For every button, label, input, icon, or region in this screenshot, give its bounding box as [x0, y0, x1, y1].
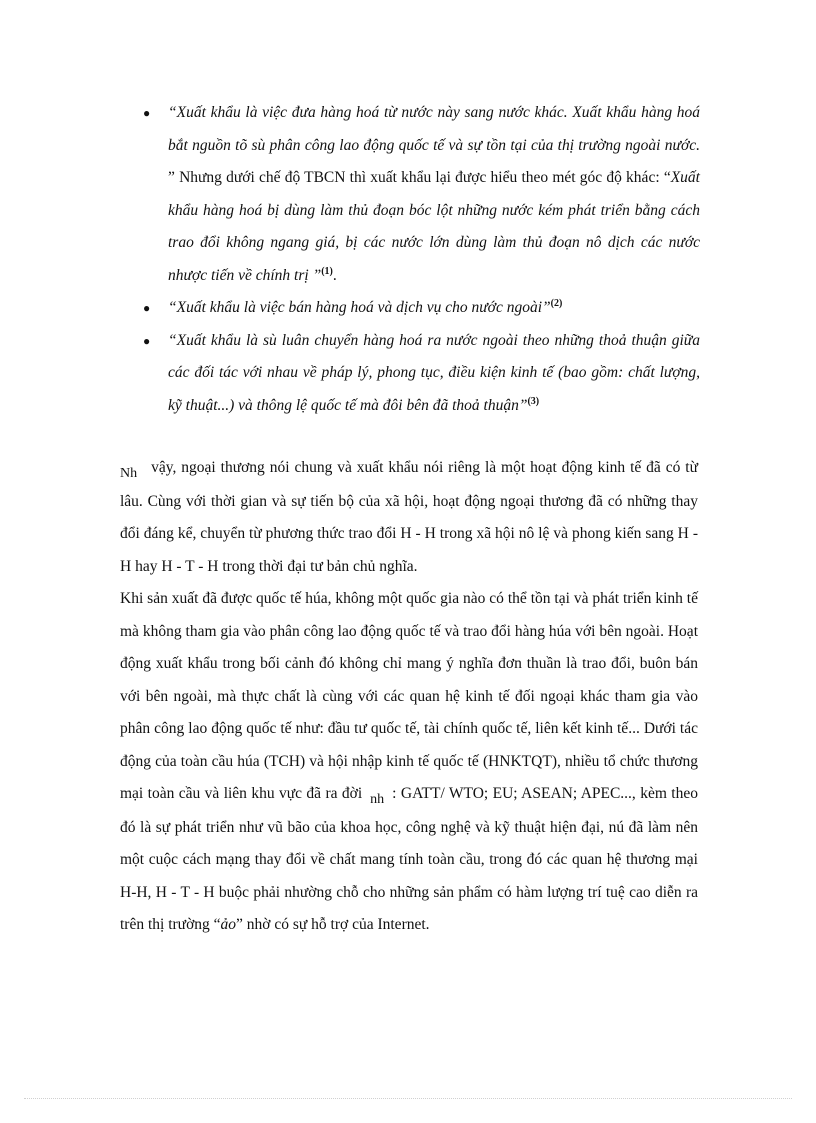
bullet-icon: ●: [143, 301, 151, 315]
definition-3-quote: Xuất khẩu là sù luân chuyển hàng hoá ra nước ngoài theo những thoả thuận giữa các đối tác với nhau về pháp lý, phong tục, điều kiện kinh tế (bao gồm: chất lượng, kỹ thuật...) và thông lệ quốc tế mà đôi bên đã thoả thuận: [168, 331, 700, 414]
quote-open: “: [168, 331, 177, 349]
definition-2-quote: Xuất khẩu là việc bán hàng hoá và dịch vụ cho nước ngoài: [176, 299, 543, 316]
quote-close: ”: [542, 299, 551, 316]
paragraph-1-start: Nh: [120, 466, 138, 481]
definition-1-tail: .: [332, 266, 337, 284]
definition-1-text: ” Nhưng dưới chế độ TBCN thì xuất khẩu lại được hiểu theo mét góc độ khác: “: [168, 169, 671, 186]
page-bottom-rule: [24, 1098, 792, 1099]
definition-1-quote-b: Xuất khẩu hàng hoá bị dùng làm thủ đoạn bóc lột những nước kém phát triển bằng cách trao đổi không ngang giá, bị các nước lớn dùng làm thủ đoạn nô dịch các nước nhược tiến về chính trị: [168, 169, 700, 284]
definition-list: [140, 97, 700, 422]
paragraph-1-text: vậy, ngoại thương nói chung và xuất khẩu nói riêng là một hoạt động kinh tế đã có từ lâu. Cùng với thời gian và sự tiến bộ của xã hội, hoạt động ngoại thương đã có những thay đổi đáng kể, chuyển từ phương thức trao đổi H - H trong xã hội nô lệ và phong kiến sang H - H hay H - T - H trong thời đại tư bản chủ nghĩa.: [120, 459, 698, 575]
footnote-ref-2: (2): [550, 297, 563, 309]
paragraph-2-text-c: ” nhờ có sự hỗ trợ của Internet.: [236, 916, 430, 933]
paragraph-2-nh: nh: [370, 792, 385, 807]
footnote-ref-3: (3): [527, 395, 540, 407]
definition-item-3: [140, 325, 700, 423]
definition-item-2: [140, 292, 700, 325]
definition-1-quote: Xuất khẩu là việc đưa hàng hoá từ nước này sang nước khác. Xuất khẩu hàng hoá bắt nguồn tõ sù phân công lao động quốc tế và sự tồn tại của thị trường ngoài nước.: [168, 104, 700, 154]
paragraph-1: [120, 452, 698, 583]
quote-close: ”: [518, 396, 528, 414]
footnote-ref-1: (1): [321, 265, 333, 277]
quote-close: ”: [308, 266, 322, 284]
paragraph-2-italic: ảo: [220, 916, 237, 933]
quote-open: “: [168, 299, 177, 316]
bullet-icon: ●: [143, 333, 151, 348]
definition-item-1: [140, 97, 700, 292]
body-text: [120, 452, 698, 942]
paragraph-2: [120, 583, 698, 942]
quote-open: “: [168, 104, 177, 121]
paragraph-2-text-a: Khi sản xuất đã được quốc tế húa, không một quốc gia nào có thể tồn tại và phát triển kinh tế mà không tham gia vào phân công lao động quốc tế và trao đổi hàng húa với bên ngoài. Hoạt động xuất khẩu trong bối cảnh đó không chỉ mang ý nghĩa đơn thuần là trao đổi, buôn bán với bên ngoài, mà thực chất là cùng với các quan hệ kinh tế đối ngoại khác tham gia vào phân công lao động quốc tế như: đầu tư quốc tế, tài chính quốc tế, liên kết kinh tế... Dưới tác động của toàn cầu húa (TCH) và hội nhập kinh tế quốc tế (HNKTQT), nhiều tổ chức thương mại toàn cầu và liên khu vực đã ra đời: [120, 590, 698, 802]
bullet-icon: ●: [143, 106, 151, 120]
paragraph-2-text-b: : GATT/ WTO; EU; ASEAN; APEC..., kèm theo đó là sự phát triển như vũ bão của khoa học, công nghệ và kỹ thuật hiện đại, nú đã làm nên một cuộc cách mạng thay đổi về chất mang tính toàn cầu, trong đó các quan hệ thương mại H-H, H - T - H buộc phải nhường chỗ cho những sản phẩm có hàm lượng trí tuệ cao diễn ra trên thị trường “: [120, 785, 698, 933]
